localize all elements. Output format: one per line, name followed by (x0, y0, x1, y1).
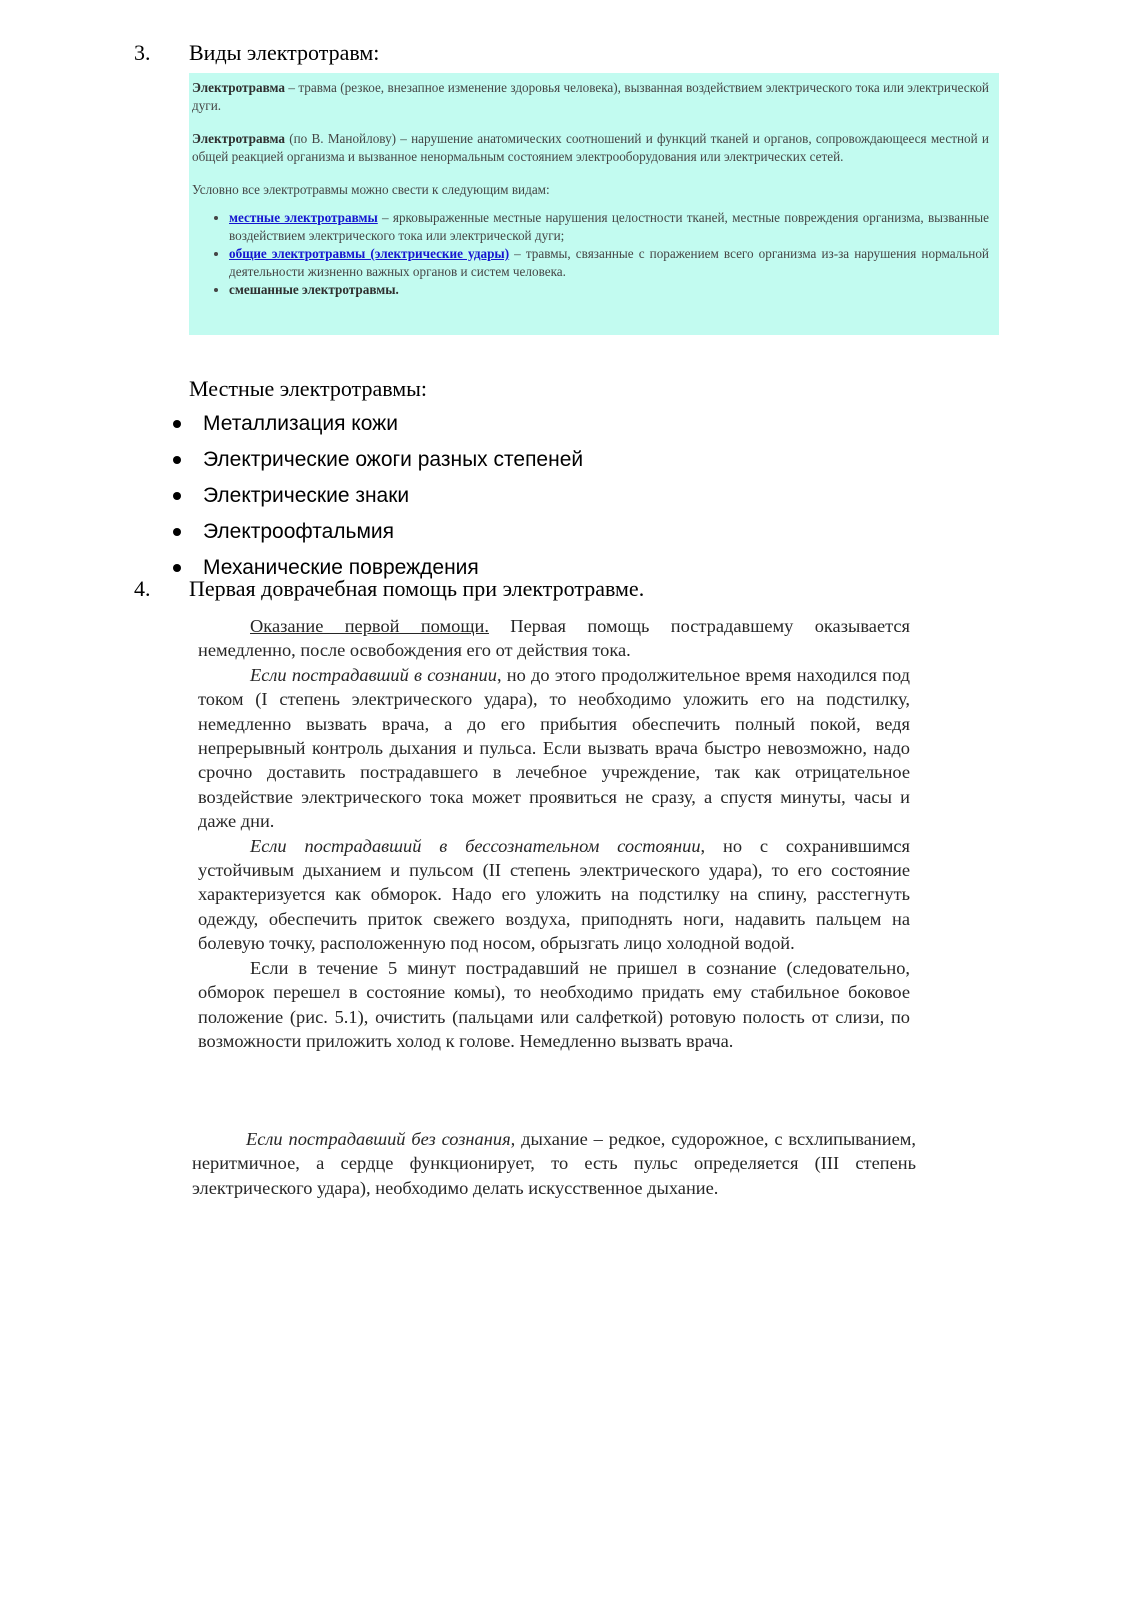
paragraph-text: дыхание – редкое, судорожное, с всхлипыванием, неритмичное, а сердце функционирует, то есть пульс определяется (III степень электрического удара), необходимо делать искусственное дыхание. (192, 1129, 916, 1198)
scan-paragraph-2 (198, 663, 910, 834)
paragraph-text: , но с сохранившимся устойчивым дыханием и пульсом (II степень электрического удара), то его состояние характеризуется как обморок. Надо его уложить на подстилку на спину, расстегнуть одежду, обеспечить приток свежего воздуха, приподнять ноги, надавить пальцем на болевую точку, расположенную под носом, обрызгать лицо холодной водой. (198, 835, 910, 954)
web-excerpt-box (189, 73, 999, 335)
list-item-mixed (229, 281, 989, 299)
term-bold: Электротравма (192, 131, 285, 146)
list-item-text: – ярковыраженные местные нарушения целостности тканей, местные повреждения организма, вызванные воздействием электрического тока или электрической дуги; (229, 210, 989, 243)
definition-text: (по В. Манойлову) – нарушение анатомических соотношений и функций тканей и органов, сопровождающееся местной и общей реакцией организма и вызванное ненормальным состоянием электрооборудования или электрических сетей. (192, 131, 989, 164)
list-item: Электрические знаки (168, 478, 583, 514)
link-local-injuries[interactable]: местные электротравмы (229, 210, 378, 225)
local-injuries-heading: Местные электротравмы: (189, 376, 428, 401)
underlined-heading: Оказание первой помощи. (250, 616, 489, 636)
local-injuries-list (168, 406, 583, 586)
excerpt-paragraph-3: Условно все электротравмы можно свести к следующим видам: (192, 182, 550, 197)
link-general-injuries[interactable]: общие электротравмы (электрические удары) (229, 246, 510, 261)
paragraph-text: Первая помощь пострадавшему оказывается немедленно, после освобождения его от действия тока. (198, 616, 910, 661)
scan-paragraph-5 (192, 1127, 916, 1200)
excerpt-paragraph-2 (192, 130, 989, 166)
mixed-injuries-bold: смешанные электротравмы. (229, 282, 399, 297)
section-4-number: 4. (134, 576, 151, 601)
definition-text: – травма (резкое, внезапное изменение здоровья человека), вызванная воздействием электрического тока или электрической дуги. (192, 80, 989, 113)
scan-paragraph-4: Если в течение 5 минут пострадавший не пришел в сознание (следовательно, обморок перешел в состояние комы), то необходимо придать ему стабильное боковое положение (рис. 5.1), очистить (пальцами или салфеткой) ротовую полость от слизи, по возможности приложить холод к голове. Немедленно вызвать врача. (198, 957, 910, 1051)
scan-paragraph-3 (198, 834, 910, 956)
scan-paragraph-1 (198, 614, 910, 663)
italic-phrase: Если пострадавший без сознания, (246, 1129, 516, 1149)
term-bold: Электротравма (192, 80, 285, 95)
list-item: Электрические ожоги разных степеней (168, 442, 583, 478)
section-4-title: Первая доврачебная помощь при электротравме. (189, 576, 645, 601)
list-item-text: – травмы, связанные с поражением всего организма из-за нарушения нормальной деятельности жизненно важных органов и систем человека. (229, 246, 989, 279)
injury-types-list (192, 209, 989, 299)
scanned-text-block-2 (192, 1127, 916, 1200)
scanned-text-block (198, 614, 910, 1053)
italic-phrase: Если пострадавший в сознании (250, 664, 497, 685)
section-3-number: 3. (134, 40, 151, 65)
section-3-title: Виды электротравм: (189, 40, 380, 65)
paragraph-text: , но до этого продолжительное время находился под током (I степень электрического удара), то необходимо уложить его на подстилку, немедленно вызвать врача, а до его прибытия обеспечить полный покой, ведя непрерывный контроль дыхания и пульса. Если вызвать врача быстро невозможно, надо срочно доставить пострадавшего в лечебное учреждение, так как отрицательное воздействие электрического тока может проявиться не сразу, а спустя минуты, часы и даже дни. (198, 664, 910, 832)
italic-phrase: Если пострадавший в бессознательном состоянии (250, 835, 701, 856)
list-item: Механические повреждения (168, 550, 583, 586)
list-item: Металлизация кожи (168, 406, 583, 442)
excerpt-paragraph-1 (192, 79, 989, 115)
list-item: Электроофтальмия (168, 514, 583, 550)
list-item-local (229, 209, 989, 245)
list-item-general (229, 245, 989, 281)
